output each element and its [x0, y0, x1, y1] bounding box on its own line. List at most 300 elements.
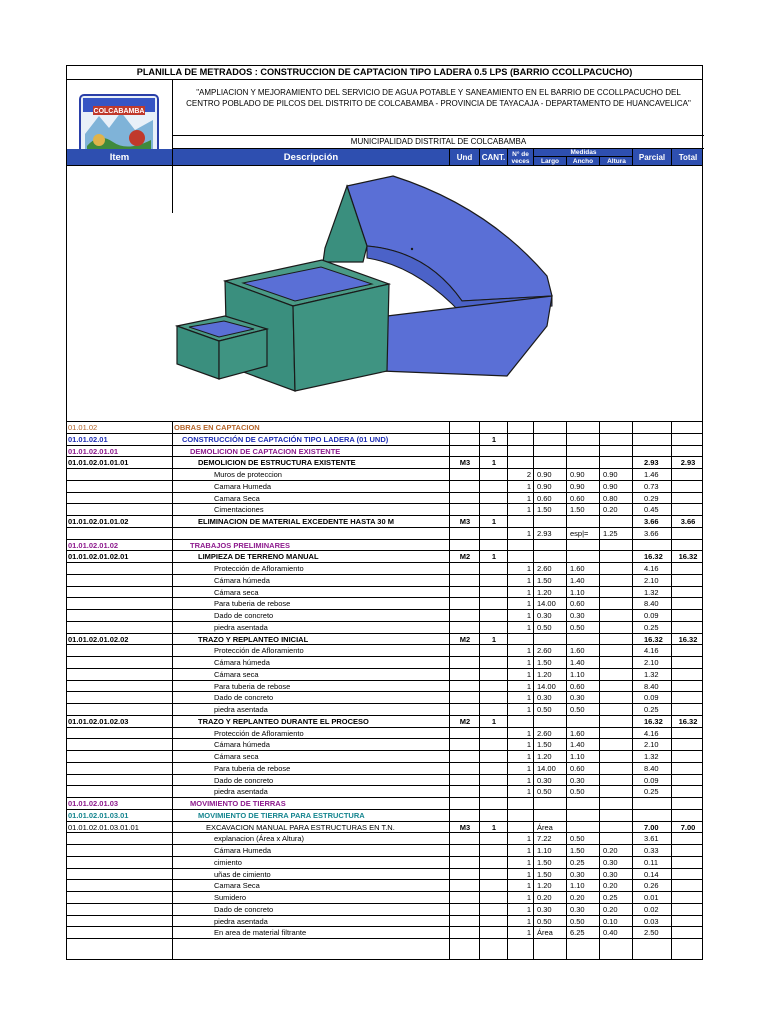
- cell-largo: 0.50: [537, 916, 552, 926]
- table-row: [67, 681, 702, 693]
- cell-parcial: 0.03: [644, 916, 659, 926]
- cell-altura: 0.40: [603, 928, 618, 938]
- cell-nv: [509, 798, 533, 809]
- cell-desc: Cámara húmeda: [214, 658, 270, 667]
- cell-und: [451, 704, 479, 715]
- cell-altura: [601, 681, 632, 692]
- cell-nv: [509, 634, 533, 645]
- cell-largo: 7.22: [537, 834, 552, 844]
- cell-ancho: 1.60: [570, 728, 585, 738]
- cell-cant: [481, 563, 507, 574]
- cell-total: [673, 575, 703, 586]
- cell-desc: piedra asentada: [214, 705, 268, 714]
- cell-ancho: 1.10: [570, 881, 585, 891]
- cell-und: [451, 916, 479, 927]
- cell-desc: En area de material filtrante: [214, 928, 307, 938]
- cell-altura: [601, 716, 632, 727]
- cell-item: [68, 739, 172, 750]
- cell-altura: 0.20: [603, 881, 618, 891]
- cell-desc: Cámara seca: [214, 669, 259, 679]
- cell-und: [451, 657, 479, 668]
- cell-total: 16.32: [678, 716, 698, 726]
- cell-desc: piedra asentada: [214, 622, 268, 632]
- table-row: [67, 610, 702, 622]
- cell-und: [451, 751, 479, 762]
- cell-altura: 0.25: [603, 893, 618, 902]
- cell-largo: Área: [537, 822, 553, 832]
- cell-parcial: 0.25: [644, 705, 659, 714]
- cell-altura: [601, 822, 632, 833]
- cell-parcial: 4.16: [644, 646, 659, 656]
- cell-parcial: [634, 446, 672, 457]
- cell-desc: Camara Seca: [214, 493, 260, 503]
- cell-total: [673, 657, 703, 668]
- cell-nv: 1: [526, 622, 531, 632]
- cell-item: [68, 610, 172, 621]
- cell-largo: 0.50: [537, 622, 552, 632]
- cell-parcial: 0.73: [644, 481, 659, 491]
- col-line-cant: [507, 422, 508, 959]
- cell-altura: [601, 446, 632, 457]
- table-row: [67, 704, 702, 716]
- municipality-name: MUNICIPALIDAD DISTRITAL DE COLCABAMBA: [173, 136, 704, 149]
- cell-total: [673, 504, 703, 515]
- cell-largo: [535, 634, 567, 645]
- cell-ancho: 6.25: [570, 928, 585, 938]
- cell-cant: 1: [491, 517, 497, 526]
- cell-parcial: 1.46: [644, 470, 659, 479]
- cell-altura: [601, 798, 632, 809]
- cell-cant: [481, 681, 507, 692]
- cell-total: [673, 927, 703, 938]
- cell-ancho: 0.60: [570, 681, 585, 691]
- table-row: [67, 786, 702, 798]
- cell-und: [451, 763, 479, 774]
- cell-nv: 1: [526, 599, 531, 609]
- cell-parcial: 0.45: [644, 505, 659, 515]
- cell-total: [673, 692, 703, 703]
- header-descripcion: Descripción: [173, 149, 450, 166]
- cell-desc: Camara Humeda: [214, 481, 272, 491]
- cell-cant: [481, 904, 507, 915]
- cell-parcial: 2.93: [644, 458, 659, 468]
- cell-desc: Dado de concreto: [214, 904, 274, 914]
- cell-und: [451, 575, 479, 586]
- cell-altura: [601, 810, 632, 821]
- cell-total: [673, 446, 703, 457]
- cell-cant: 1: [491, 552, 497, 562]
- cell-nv: 1: [526, 763, 531, 773]
- cell-ancho: [568, 798, 600, 809]
- cell-nv: 1: [526, 775, 531, 785]
- cell-altura: 0.30: [603, 869, 618, 879]
- cell-ancho: 1.10: [570, 669, 585, 679]
- cell-cant: [481, 916, 507, 927]
- cell-und: [451, 728, 479, 739]
- table-row: [67, 892, 702, 904]
- cell-und: [451, 857, 479, 868]
- cell-altura: 0.20: [603, 505, 618, 515]
- cell-altura: [601, 622, 632, 633]
- cell-ancho: 0.30: [570, 869, 585, 879]
- cell-total: [673, 869, 703, 880]
- cell-desc: Dado de concreto: [214, 775, 274, 785]
- cell-desc: Cámara seca: [214, 752, 259, 761]
- cell-desc: cimiento: [214, 857, 242, 867]
- table-row: [67, 657, 702, 669]
- cell-cant: [481, 798, 507, 809]
- table-row: [67, 810, 702, 822]
- table-row: [67, 763, 702, 775]
- cell-total: [673, 857, 703, 868]
- cell-largo: 1.20: [537, 752, 552, 761]
- cell-cant: [481, 751, 507, 762]
- cell-cant: [481, 927, 507, 938]
- cell-altura: [601, 763, 632, 774]
- table-row: [67, 481, 702, 493]
- cell-altura: [601, 575, 632, 586]
- cell-nv: 1: [526, 740, 531, 750]
- cell-altura: 0.30: [603, 857, 618, 867]
- cell-desc: Protección de Afloramiento: [214, 728, 304, 738]
- cell-largo: 2.60: [537, 646, 552, 656]
- cell-parcial: 8.40: [644, 681, 659, 691]
- cell-ancho: 0.50: [570, 916, 585, 926]
- cell-und: M2: [459, 716, 471, 726]
- cell-parcial: 16.32: [644, 716, 663, 726]
- cell-largo: 1.50: [537, 658, 552, 667]
- cell-parcial: 8.40: [644, 599, 659, 609]
- cell-parcial: 7.00: [644, 822, 659, 832]
- cell-desc: Cimentaciones: [214, 505, 264, 515]
- cell-item: [68, 916, 172, 927]
- cell-largo: 1.50: [537, 505, 552, 515]
- cell-und: M2: [459, 552, 471, 562]
- cell-cant: [481, 657, 507, 668]
- cell-total: [673, 645, 703, 656]
- cell-nv: 1: [526, 658, 531, 667]
- cell-nv: 1: [526, 681, 531, 691]
- cell-und: [451, 810, 479, 821]
- cell-altura: [601, 457, 632, 468]
- table-row: [67, 904, 702, 916]
- cell-parcial: 3.66: [644, 517, 659, 526]
- cell-total: [673, 833, 703, 844]
- cell-total: 16.32: [678, 552, 698, 562]
- cell-altura: [601, 563, 632, 574]
- cell-altura: [601, 516, 632, 527]
- cell-parcial: 0.11: [644, 857, 659, 867]
- cell-item: [68, 904, 172, 915]
- cell-nv: 1: [526, 893, 531, 902]
- cell-cant: [481, 622, 507, 633]
- cell-und: [451, 504, 479, 515]
- cell-ancho: [568, 422, 600, 433]
- cell-parcial: 0.09: [644, 611, 659, 620]
- cell-total: [673, 845, 703, 856]
- cell-altura: [601, 728, 632, 739]
- cell-parcial: 8.40: [644, 763, 659, 773]
- cell-largo: 0.30: [537, 611, 552, 620]
- cell-largo: 1.20: [537, 881, 552, 891]
- cell-largo: [535, 540, 567, 551]
- cell-parcial: [634, 540, 672, 551]
- cell-nv: 1: [526, 916, 531, 926]
- cell-largo: 0.50: [537, 787, 552, 797]
- cell-item: [68, 681, 172, 692]
- cell-altura: [601, 657, 632, 668]
- cell-largo: [535, 551, 567, 562]
- col-line-largo: [566, 422, 567, 959]
- cell-item: [68, 575, 172, 586]
- cell-cant: [481, 786, 507, 797]
- cell-desc: Cámara húmeda: [214, 575, 270, 585]
- cell-und: [451, 622, 479, 633]
- cell-ancho: [568, 516, 600, 527]
- cell-ancho: [568, 716, 600, 727]
- cell-desc: Camara Seca: [214, 881, 260, 891]
- cell-cant: [481, 845, 507, 856]
- table-row: [67, 422, 702, 434]
- header-item: Item: [67, 149, 173, 166]
- table-row: [67, 822, 702, 834]
- cell-und: [451, 528, 479, 539]
- cell-largo: Área: [537, 928, 553, 938]
- cell-largo: 14.00: [537, 681, 556, 691]
- cell-largo: 1.50: [537, 740, 552, 750]
- cell-cant: [481, 775, 507, 786]
- cell-nv: 1: [526, 846, 531, 855]
- cell-parcial: 0.26: [644, 881, 659, 891]
- cell-cant: [481, 833, 507, 844]
- cell-und: [451, 786, 479, 797]
- cell-altura: 1.25: [603, 528, 618, 538]
- cell-item: [68, 892, 172, 903]
- table-row: [67, 728, 702, 740]
- cell-largo: 0.30: [537, 775, 552, 785]
- table-row: [67, 880, 702, 892]
- table-row: [67, 739, 702, 751]
- cell-nv: [509, 540, 533, 551]
- cell-item: [68, 692, 172, 703]
- cell-nv: [509, 422, 533, 433]
- cell-ancho: 0.50: [570, 787, 585, 797]
- cell-nv: [509, 457, 533, 468]
- cell-nv: 1: [526, 575, 531, 585]
- cell-largo: [535, 716, 567, 727]
- cell-cant: [481, 481, 507, 492]
- header-und: Und: [450, 149, 480, 166]
- cell-ancho: esp|=: [570, 528, 589, 538]
- metrado-rows: [67, 422, 702, 939]
- cell-und: [451, 446, 479, 457]
- cell-largo: 2.93: [537, 528, 552, 538]
- cell-ancho: 0.20: [570, 893, 585, 902]
- col-line-parcial: [671, 422, 672, 959]
- table-row: [67, 833, 702, 845]
- cell-largo: 2.60: [537, 564, 552, 573]
- cell-und: M2: [459, 634, 471, 644]
- cell-nv: [509, 434, 533, 445]
- cell-largo: [535, 810, 567, 821]
- cell-parcial: 3.61: [644, 834, 659, 844]
- cell-nv: 1: [526, 587, 531, 597]
- cell-cant: [481, 528, 507, 539]
- cell-item: [68, 704, 172, 715]
- cell-parcial: 0.25: [644, 622, 659, 632]
- cell-parcial: 0.02: [644, 904, 659, 914]
- cell-desc: Muros de proteccion: [214, 470, 282, 479]
- cell-altura: [601, 751, 632, 762]
- cell-item: [68, 504, 172, 515]
- cell-altura: 0.10: [603, 916, 618, 926]
- cell-total: [673, 563, 703, 574]
- cell-und: [451, 481, 479, 492]
- cell-altura: [601, 422, 632, 433]
- table-row: [67, 528, 702, 540]
- table-row: [67, 446, 702, 458]
- cell-ancho: 1.60: [570, 564, 585, 573]
- cell-parcial: [634, 798, 672, 809]
- cell-altura: [601, 551, 632, 562]
- table-row: [67, 516, 702, 528]
- col-line-und: [479, 422, 480, 959]
- cell-nv: 1: [526, 752, 531, 761]
- cell-altura: 0.20: [603, 846, 618, 855]
- cell-desc: uñas de cimiento: [214, 869, 271, 879]
- cell-desc: Cámara Humeda: [214, 846, 272, 855]
- table-row: [67, 798, 702, 810]
- cell-ancho: 0.60: [570, 763, 585, 773]
- cell-und: [451, 434, 479, 445]
- cell-largo: 0.50: [537, 705, 552, 714]
- cell-ancho: 1.10: [570, 587, 585, 597]
- cell-und: M3: [459, 822, 471, 832]
- cell-und: [451, 869, 479, 880]
- cell-ancho: 0.30: [570, 775, 585, 785]
- cell-item: 01.01.02.01.02.01: [68, 552, 129, 562]
- cell-total: 2.93: [680, 458, 696, 468]
- cell-ancho: 1.40: [570, 740, 585, 750]
- cell-nv: 1: [526, 481, 531, 491]
- cell-item: [68, 528, 172, 539]
- cell-total: 7.00: [680, 822, 696, 832]
- cell-nv: 1: [526, 646, 531, 656]
- cell-altura: [601, 739, 632, 750]
- cell-desc: explanacion (Área x Altura): [214, 834, 305, 844]
- cell-largo: [535, 446, 567, 457]
- cell-und: [451, 540, 479, 551]
- cell-nv: [509, 822, 533, 833]
- cell-cant: [481, 763, 507, 774]
- cell-cant: 1: [491, 822, 497, 832]
- cell-parcial: 1.32: [644, 587, 659, 597]
- cell-total: [673, 775, 703, 786]
- cell-total: [673, 810, 703, 821]
- cell-desc: Protección de Afloramiento: [214, 564, 304, 573]
- table-row: [67, 551, 702, 563]
- cell-largo: 0.60: [537, 493, 552, 503]
- table-row: [67, 587, 702, 599]
- table-row: [67, 692, 702, 704]
- cell-largo: 1.20: [537, 669, 552, 679]
- cell-cant: [481, 575, 507, 586]
- cell-desc: TRAZO Y REPLANTEO DURANTE EL PROCESO: [198, 716, 369, 726]
- cell-parcial: 2.10: [644, 575, 659, 585]
- cell-und: [451, 833, 479, 844]
- cell-total: [673, 528, 703, 539]
- cell-cant: [481, 469, 507, 480]
- cell-total: [673, 786, 703, 797]
- cell-total: [673, 916, 703, 927]
- cell-ancho: 0.30: [570, 904, 585, 914]
- cell-altura: [601, 587, 632, 598]
- cell-altura: [601, 645, 632, 656]
- cell-desc: TRAZO Y REPLANTEO INICIAL: [198, 634, 309, 644]
- cell-largo: 1.20: [537, 587, 552, 597]
- cell-altura: 0.90: [603, 470, 618, 479]
- cell-parcial: 16.32: [644, 634, 663, 644]
- table-row: [67, 493, 702, 505]
- cell-cant: [481, 598, 507, 609]
- cell-cant: [481, 892, 507, 903]
- cell-ancho: [568, 810, 600, 821]
- cell-altura: [601, 692, 632, 703]
- cell-item: 01.01.02.01.01.02: [68, 517, 129, 526]
- cell-parcial: 0.14: [644, 869, 659, 879]
- header-largo: Largo: [534, 157, 567, 166]
- cell-largo: [535, 434, 567, 445]
- table-row: [67, 845, 702, 857]
- cell-nv: 1: [526, 693, 531, 703]
- cell-parcial: 2.50: [644, 928, 659, 938]
- cell-total: [673, 422, 703, 433]
- cell-nv: 1: [526, 728, 531, 738]
- cell-altura: [601, 540, 632, 551]
- cell-altura: [601, 833, 632, 844]
- cell-parcial: 4.16: [644, 728, 659, 738]
- cell-item: [68, 880, 172, 891]
- project-name: "AMPLIACION Y MEJORAMIENTO DEL SERVICIO DE AGUA POTABLE Y SANEAMIENTO EN EL BARRIO DE CCOLLPACUCHO DEL CENTRO POBLADO DE PILCOS DEL DISTRITO DE COLCABAMBA - PROVINCIA DE TAYACAJA - DEPARTAMENTO DE HUANCAVELICA": [173, 80, 704, 136]
- cell-desc: Protección de Afloramiento: [214, 646, 304, 656]
- table-row: [67, 634, 702, 646]
- header-total: Total: [678, 153, 698, 162]
- cell-nv: 1: [526, 669, 531, 679]
- cell-altura: [601, 775, 632, 786]
- cell-cant: 1: [491, 634, 497, 644]
- cell-nv: 1: [526, 834, 531, 844]
- cell-desc: Para tuberia de rebose: [214, 763, 291, 773]
- cell-und: [451, 681, 479, 692]
- cell-und: [451, 775, 479, 786]
- cell-altura: [601, 634, 632, 645]
- cell-ancho: 0.90: [570, 481, 585, 491]
- cell-cant: [481, 540, 507, 551]
- col-line-ancho: [599, 422, 600, 959]
- cell-parcial: 0.01: [644, 893, 659, 902]
- cell-total: [673, 763, 703, 774]
- cell-und: [451, 645, 479, 656]
- cell-cant: [481, 704, 507, 715]
- cell-parcial: 0.29: [644, 493, 659, 503]
- cell-item: [68, 645, 172, 656]
- cell-parcial: 0.09: [644, 693, 659, 703]
- table-row: [67, 469, 702, 481]
- cell-largo: 14.00: [537, 599, 556, 609]
- cell-desc: Sumidero: [214, 893, 247, 902]
- header-ancho: Ancho: [567, 157, 600, 166]
- cell-total: [673, 493, 703, 504]
